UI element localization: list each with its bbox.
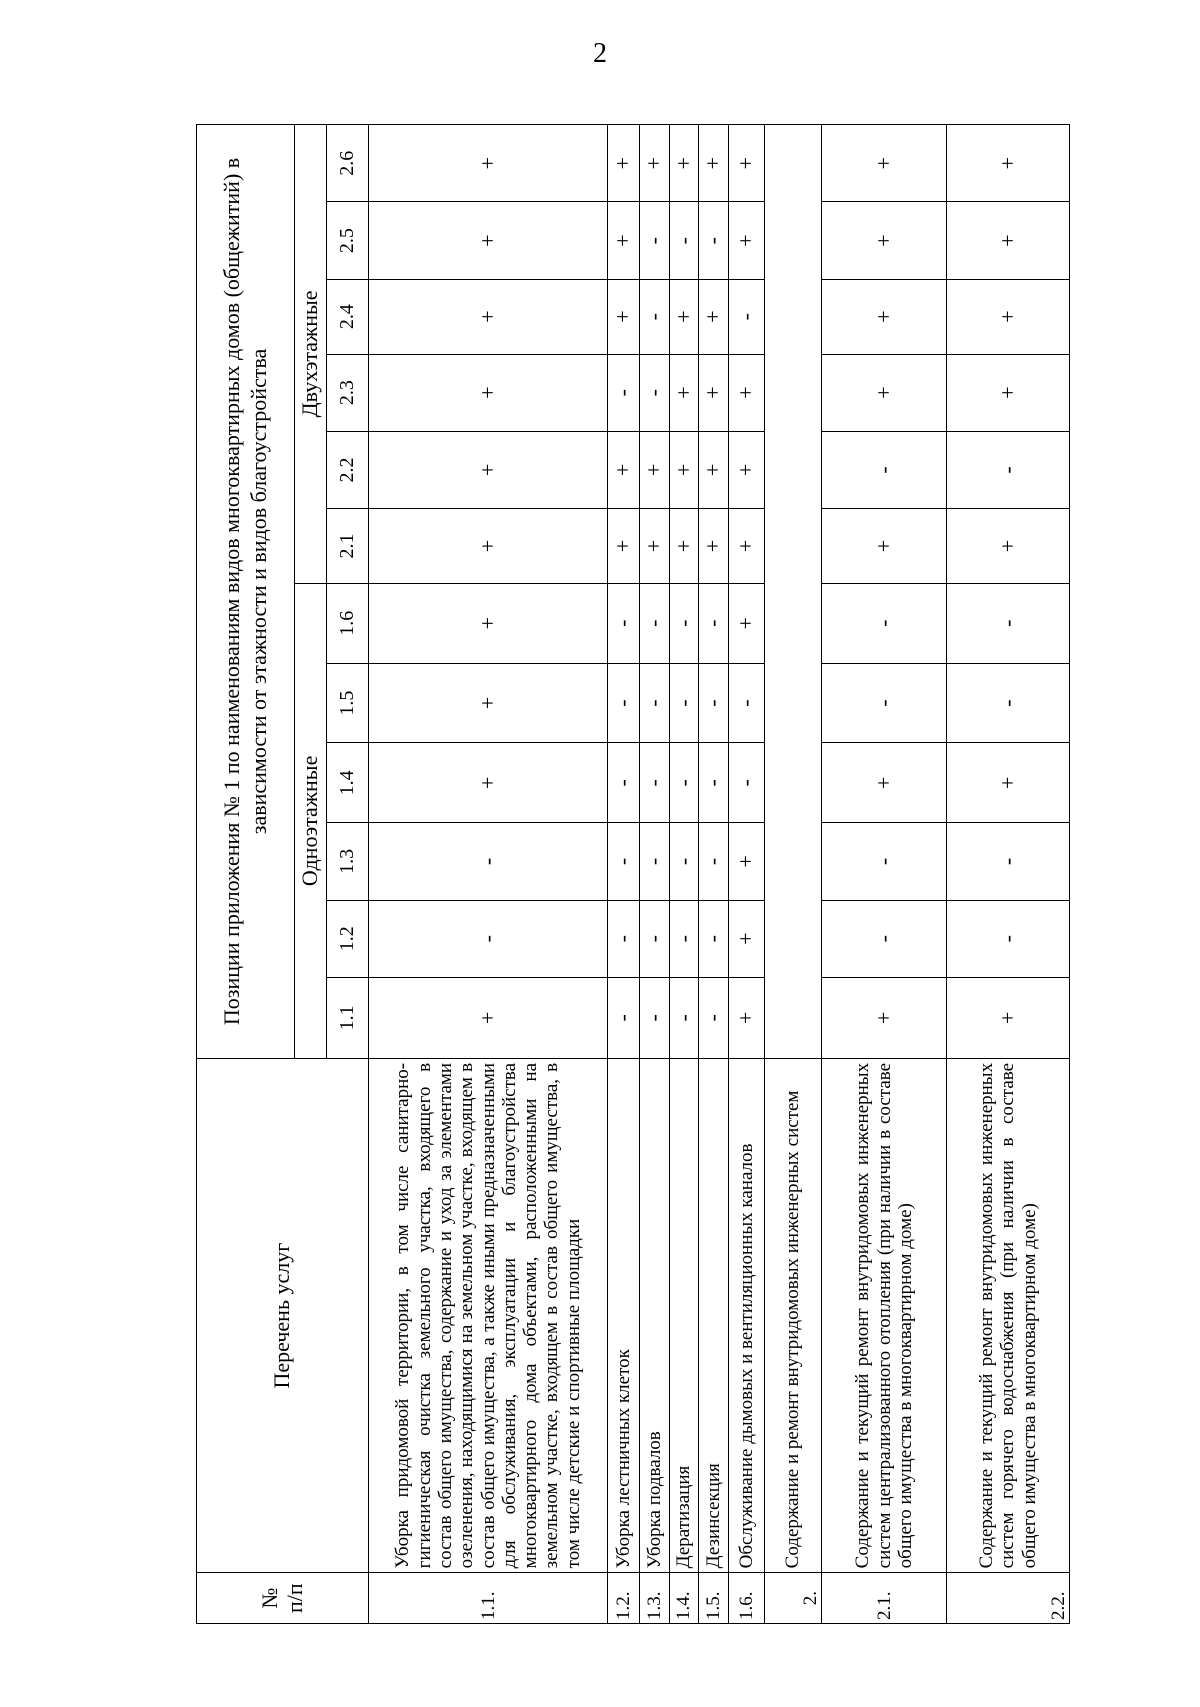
availability-mark: -: [947, 431, 1070, 508]
column-header: 1.5: [327, 663, 369, 743]
availability-mark: -: [822, 663, 947, 743]
availability-mark: +: [729, 354, 765, 431]
availability-mark: -: [822, 431, 947, 508]
header-positions: Позиции приложения № 1 по наименованиям видов многоквартирных домов (общежитий) в зависимости от этажности и видов благоустройства: [197, 125, 295, 1059]
table-body: [369, 125, 1070, 1624]
service-name: Содержание и текущий ремонт внутридомовых инженерных систем горячего водоснабжения (при наличии в составе общего имущества в многоквартирном доме): [947, 1058, 1070, 1572]
availability-mark: -: [947, 583, 1070, 663]
table-row: [765, 125, 822, 1624]
service-name: Содержание и ремонт внутридомовых инженерных систем: [765, 1058, 822, 1572]
column-header: 1.2: [327, 900, 369, 977]
availability-mark: -: [947, 663, 1070, 743]
column-header: 1.3: [327, 823, 369, 900]
availability-mark: -: [608, 977, 640, 1058]
service-name: Уборка лестничных клеток: [608, 1058, 640, 1572]
availability-mark: +: [729, 823, 765, 900]
availability-mark: -: [608, 354, 640, 431]
availability-mark: -: [640, 354, 670, 431]
availability-mark: +: [822, 279, 947, 354]
availability-mark: +: [822, 125, 947, 203]
availability-mark: +: [822, 202, 947, 279]
availability-mark: +: [608, 202, 640, 279]
availability-mark: +: [669, 431, 699, 508]
section-spacer: [765, 125, 822, 1059]
availability-mark: +: [699, 125, 729, 203]
availability-mark: -: [369, 900, 608, 977]
row-number: 1.4.: [669, 1573, 699, 1624]
availability-mark: +: [947, 202, 1070, 279]
availability-mark: -: [608, 743, 640, 823]
availability-mark: -: [699, 743, 729, 823]
service-name: Дератизация: [669, 1058, 699, 1572]
column-header: 1.4: [327, 743, 369, 823]
availability-mark: -: [729, 663, 765, 743]
row-number: 2.1.: [822, 1573, 947, 1624]
column-header: 1.6: [327, 583, 369, 663]
rotated-table-content: [196, 124, 1070, 1624]
availability-mark: -: [699, 583, 729, 663]
availability-mark: -: [640, 202, 670, 279]
availability-mark: +: [640, 431, 670, 508]
availability-mark: +: [608, 279, 640, 354]
availability-mark: -: [369, 823, 608, 900]
availability-mark: +: [947, 354, 1070, 431]
row-number: 2.2.: [947, 1573, 1070, 1624]
availability-mark: -: [669, 583, 699, 663]
availability-mark: +: [699, 509, 729, 584]
availability-mark: +: [369, 279, 608, 354]
availability-mark: -: [669, 663, 699, 743]
availability-mark: -: [608, 900, 640, 977]
rotated-table-frame: [196, 124, 1070, 1624]
availability-mark: +: [947, 279, 1070, 354]
availability-mark: -: [669, 900, 699, 977]
row-number: 1.5.: [699, 1573, 729, 1624]
availability-mark: +: [822, 509, 947, 584]
availability-mark: +: [699, 354, 729, 431]
availability-mark: +: [369, 509, 608, 584]
availability-mark: +: [369, 431, 608, 508]
availability-mark: +: [369, 354, 608, 431]
header-number: № п/п: [197, 1573, 369, 1624]
service-name: Уборка придомовой территории, в том числе санитарно-гигиеническая очистка земельного участка, входящего в состав общего имущества, содержание и уход за элементами озеленения, находящимися на земельном участке, входящем в состав общего имущества, а также иными предназначенными для обслуживания, эксплуатации и благоустройства многоквартирного дома объектами, расположенными на земельном участке, входящем в состав общего имущества, в том числе детские и спортивные площадки: [369, 1058, 608, 1572]
availability-mark: -: [640, 583, 670, 663]
table-row: [669, 125, 699, 1624]
availability-mark: -: [640, 279, 670, 354]
row-number: 1.3.: [640, 1573, 670, 1624]
availability-mark: -: [640, 977, 670, 1058]
availability-mark: -: [608, 583, 640, 663]
availability-mark: +: [369, 202, 608, 279]
availability-mark: -: [640, 663, 670, 743]
availability-mark: -: [640, 743, 670, 823]
availability-mark: +: [608, 509, 640, 584]
availability-mark: +: [669, 509, 699, 584]
services-table: [196, 124, 1070, 1624]
availability-mark: -: [608, 663, 640, 743]
table-row: [369, 125, 608, 1624]
column-header: 2.6: [327, 125, 369, 203]
availability-mark: +: [369, 743, 608, 823]
availability-mark: +: [640, 509, 670, 584]
row-number: 2.: [765, 1573, 822, 1624]
availability-mark: -: [822, 583, 947, 663]
availability-mark: -: [729, 279, 765, 354]
availability-mark: -: [669, 743, 699, 823]
availability-mark: +: [729, 202, 765, 279]
availability-mark: +: [947, 509, 1070, 584]
availability-mark: +: [729, 900, 765, 977]
column-header: 1.1: [327, 977, 369, 1058]
service-name: Дезинсекция: [699, 1058, 729, 1572]
header-group-two-storey: Двухэтажные: [295, 125, 327, 584]
column-header: 2.2: [327, 431, 369, 508]
availability-mark: +: [699, 279, 729, 354]
column-header: 2.4: [327, 279, 369, 354]
availability-mark: +: [608, 125, 640, 203]
availability-mark: -: [669, 977, 699, 1058]
availability-mark: -: [947, 823, 1070, 900]
table-row: [699, 125, 729, 1624]
availability-mark: +: [369, 663, 608, 743]
availability-mark: +: [729, 977, 765, 1058]
availability-mark: -: [822, 823, 947, 900]
availability-mark: +: [608, 431, 640, 508]
availability-mark: +: [822, 743, 947, 823]
page-number: 2: [593, 38, 607, 69]
service-name: Обслуживание дымовых и вентиляционных каналов: [729, 1058, 765, 1572]
column-header: 2.1: [327, 509, 369, 584]
availability-mark: -: [699, 977, 729, 1058]
availability-mark: -: [699, 900, 729, 977]
availability-mark: -: [822, 900, 947, 977]
availability-mark: -: [640, 900, 670, 977]
service-name: Содержание и текущий ремонт внутридомовых инженерных систем централизованного отопления (при наличии в составе общего имущества в многоквартирном доме): [822, 1058, 947, 1572]
availability-mark: +: [640, 125, 670, 203]
row-number: 1.6.: [729, 1573, 765, 1624]
availability-mark: +: [699, 431, 729, 508]
availability-mark: -: [699, 823, 729, 900]
availability-mark: +: [822, 977, 947, 1058]
table-row: [608, 125, 640, 1624]
availability-mark: -: [699, 663, 729, 743]
availability-mark: +: [822, 354, 947, 431]
header-services: Перечень услуг: [197, 1058, 369, 1572]
availability-mark: +: [369, 125, 608, 203]
availability-mark: -: [640, 823, 670, 900]
availability-mark: +: [729, 509, 765, 584]
availability-mark: +: [729, 125, 765, 203]
availability-mark: +: [947, 125, 1070, 203]
availability-mark: +: [669, 354, 699, 431]
column-header: 2.3: [327, 354, 369, 431]
availability-mark: -: [608, 823, 640, 900]
availability-mark: -: [699, 202, 729, 279]
availability-mark: -: [947, 900, 1070, 977]
availability-mark: +: [369, 583, 608, 663]
availability-mark: +: [729, 583, 765, 663]
service-name: Уборка подвалов: [640, 1058, 670, 1572]
availability-mark: -: [669, 823, 699, 900]
table-row: [729, 125, 765, 1624]
availability-mark: +: [669, 125, 699, 203]
table-row: [947, 125, 1070, 1624]
table-row: [822, 125, 947, 1624]
column-header: 2.5: [327, 202, 369, 279]
availability-mark: +: [947, 743, 1070, 823]
row-number: 1.2.: [608, 1573, 640, 1624]
availability-mark: -: [729, 743, 765, 823]
availability-mark: +: [369, 977, 608, 1058]
availability-mark: -: [669, 202, 699, 279]
availability-mark: +: [947, 977, 1070, 1058]
header-group-single-storey: Одноэтажные: [295, 583, 327, 1058]
row-number: 1.1.: [369, 1573, 608, 1624]
availability-mark: +: [729, 431, 765, 508]
availability-mark: +: [669, 279, 699, 354]
table-row: [640, 125, 670, 1624]
